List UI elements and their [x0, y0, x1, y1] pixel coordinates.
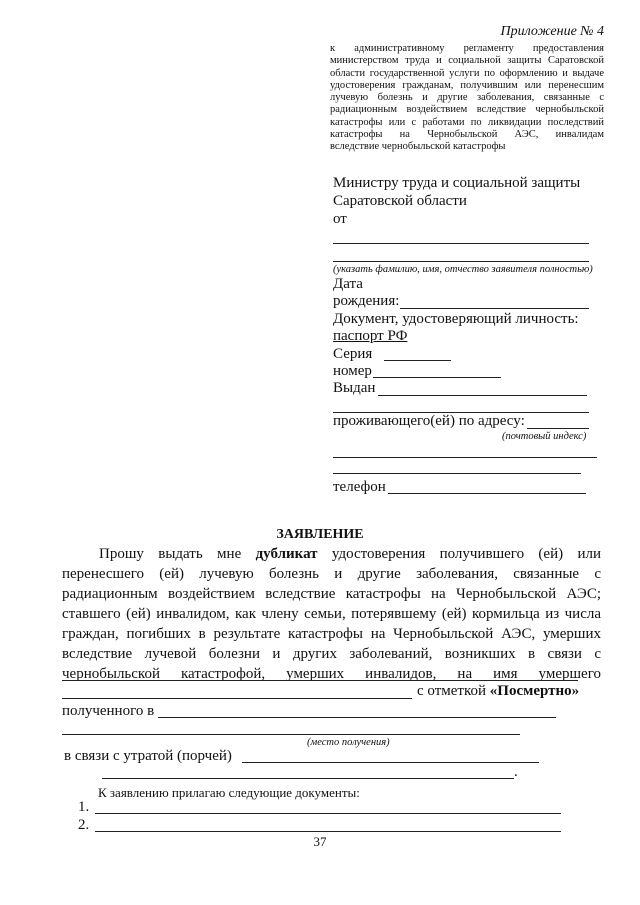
phone-field[interactable] — [388, 493, 586, 494]
statement-line: Прошу выдать мне дубликат удостоверения получившего (ей) или — [99, 546, 601, 562]
address-field-2[interactable] — [333, 473, 581, 474]
annex-line: радиационным воздействием вследствие чернобыльской — [330, 104, 604, 116]
issued-label: Выдан — [333, 380, 376, 396]
from-label: от — [333, 211, 347, 227]
page-number: 37 — [313, 834, 327, 849]
loss-label: в связи с утратой (порчей) — [64, 748, 232, 764]
duplicate-emphasis: дубликат — [255, 546, 318, 562]
postal-hint: (почтовый индекс) — [502, 431, 587, 442]
statement-line: ставшего (ей) инвалидом, как члену семьи, потерявшему (ей) кормильца из числа — [62, 606, 601, 622]
statement-line: перенесшего (ей) лучевую болезнь и другие заболевания, связанные с — [62, 566, 601, 582]
annex-line: к административному регламенту предоставления — [330, 43, 604, 54]
annex-line: катастрофы на Чернобыльской АЭС, инвалидам — [330, 129, 604, 141]
attachment-number: 1. — [78, 799, 90, 815]
received-label: полученного в — [62, 703, 155, 719]
posthumous-mark: с отметкой «Посмертно» — [417, 683, 580, 699]
series-label: Серия — [333, 346, 373, 362]
addressee-line2: Саратовской области — [333, 193, 467, 209]
phone-label: телефон — [333, 479, 386, 495]
issued-field-1[interactable] — [378, 395, 587, 396]
statement-title: ЗАЯВЛЕНИЕ — [276, 527, 364, 542]
statement-line: чернобыльской катастрофой, умерших инвалидов, на имя умершего — [62, 666, 601, 682]
statement-body — [62, 544, 601, 684]
fio-field-2[interactable] — [333, 261, 589, 262]
deceased-name-field-1[interactable] — [62, 680, 578, 681]
address-label: проживающего(ей) по адресу: — [333, 413, 525, 429]
loss-reason-field[interactable] — [242, 762, 539, 763]
received-place-field-2[interactable] — [62, 734, 520, 735]
deceased-name-field-2[interactable] — [62, 698, 412, 699]
number-label: номер — [333, 363, 372, 379]
date-label: Дата — [333, 276, 363, 292]
annex-line: вследствие чернобыльской катастрофы — [330, 141, 506, 153]
loss-reason-field-2[interactable] — [102, 778, 514, 779]
annex-title: Приложение № 4 — [500, 24, 604, 39]
postal-code-field[interactable] — [527, 428, 589, 429]
fio-hint: (указать фамилию, имя, отчество заявителя полностью) — [333, 264, 593, 275]
birth-label: рождения: — [333, 293, 400, 309]
birth-date-field[interactable] — [400, 308, 589, 309]
place-hint: (место получения) — [307, 737, 390, 748]
statement-line: граждан, погибших в результате катастрофы на Чернобыльской АЭС, умерших — [62, 626, 601, 642]
number-field[interactable] — [373, 377, 501, 378]
id-document-value: паспорт РФ — [333, 328, 408, 344]
annex-line: удостоверения гражданам, получившим или перенесшим — [330, 79, 604, 91]
annex-line: министерством труда и социальной защиты Саратовской — [330, 55, 604, 67]
received-place-field[interactable] — [158, 717, 556, 718]
attachment-number: 2. — [78, 817, 90, 833]
statement-line: вследствие лучевой болезни и других заболеваний, возникших в связи с — [62, 646, 601, 662]
annex-line: области государственной услуги по оформлению и выдаче — [330, 67, 604, 79]
series-field[interactable] — [384, 360, 451, 361]
id-document-label: Документ, удостоверяющий личность: — [333, 311, 579, 327]
attachment-field-2[interactable] — [95, 831, 561, 832]
annex-line: лучевую болезнь и другие заболевания, связанные с — [330, 92, 604, 104]
period-mark: . — [514, 764, 518, 780]
addressee-line1: Министру труда и социальной защиты — [333, 175, 581, 191]
address-field-1[interactable] — [333, 457, 597, 458]
attachments-intro: К заявлению прилагаю следующие документы: — [98, 785, 360, 800]
fio-field-1[interactable] — [333, 243, 589, 244]
attachment-field-1[interactable] — [95, 813, 561, 814]
annex-description — [330, 43, 604, 154]
statement-line: радиационным воздействием вследствие катастрофы на Чернобыльской АЭС; — [62, 586, 601, 602]
annex-line: катастрофы или с работами по ликвидации последствий — [330, 116, 604, 128]
